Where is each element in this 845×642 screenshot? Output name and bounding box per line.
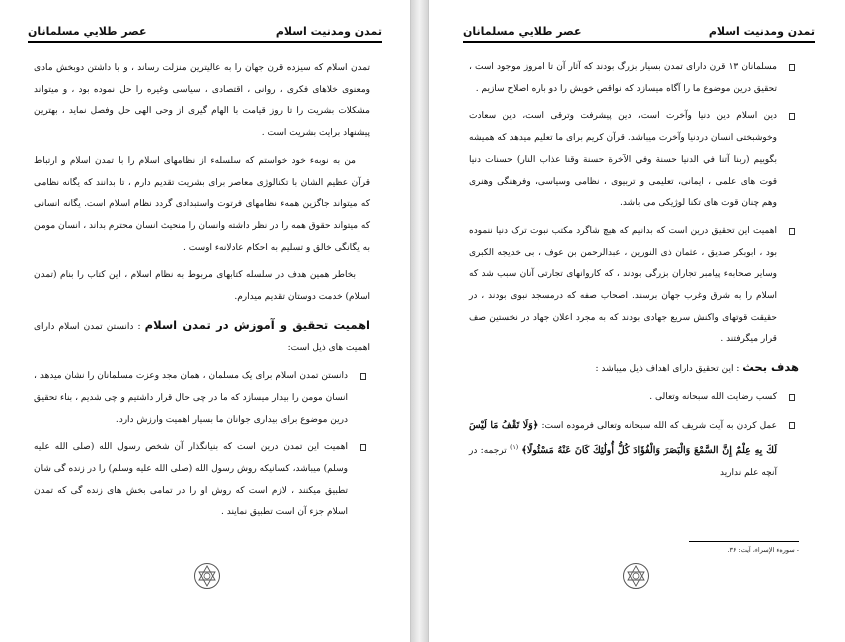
quran-verse: ﴿وَلَا تَقْفُ مَا لَيْسَ لَكَ بِهِ عِلْمٌ إِنَّ السَّمْعَ وَالْبَصَرَ وَالْفُؤَادَ كُلُّ أُولَٰئِكَ كَانَ عَنْهُ مَسْئُولًا﴾ bbox=[469, 419, 777, 457]
list-item-text: دانستن تمدن اسلام برای یک مسلمان ، همان مجد وعزت مسلمانان را نشان میدهد ، انسان مومن را بیدار میسازد که ما در چی حال قرار داشتیم و چی شدیم ، بناء تحقیق درین موضوع برای بیداری جوانان ما بسیار اهمیت وارزش دارد. bbox=[34, 371, 348, 425]
goal-heading-rest: : این تحقیق دارای اهداف ذیل میباشد : bbox=[595, 364, 740, 375]
list-item-text: اهمیت این تحقیق درین است که بدانیم که هیچ شاگرد مکتب نبوت ترک دنیا ننموده بود ، ابوبکر صدیق ، عثمان ذی النورین ، عبدالرحمن بن عوف ، بی خدیجه الکبری وسایر صحابه‌ء پیامبر تجاران بزرگی بودند ، که کاروانهای تجارتی آنان سبب شد که اسلام را به شرق وغرب جهان برسند. اصحاب صفه که درمسجد نبوی بودند ، در حقیقت قوتهای واکنش سریع جهادی بودند که به مجرد اعلان جهاد در نخستین صف قرار میگرفتند . bbox=[469, 225, 777, 345]
footnote-rule bbox=[689, 541, 799, 542]
section-heading-paragraph bbox=[34, 315, 370, 360]
goal-heading: هدف بحث bbox=[742, 360, 799, 375]
checkbox-bullet-icon bbox=[789, 422, 795, 429]
right-page bbox=[428, 0, 845, 642]
left-page-header bbox=[28, 18, 382, 38]
list-item bbox=[34, 437, 370, 524]
right-page-header bbox=[463, 18, 815, 38]
footnote-reference: (۱) bbox=[510, 444, 519, 452]
list-item-text: اهمیت این تمدن درین است که بنیانگذار آن شخص رسول الله (صلی الله علیه وسلم) میباشد، کسانیکه روش رسول الله (صلی الله علیه وسلم) را در زنده گی شان تطبیق میکنند ، لازم است که روش او را در تمامی بخش های زنده گی که تمدن اسلام جزء آن است تطبیق نمایند . bbox=[34, 442, 348, 518]
list-item bbox=[469, 106, 799, 215]
goal-heading-paragraph bbox=[469, 357, 799, 381]
checkbox-bullet-icon bbox=[360, 373, 366, 380]
translation-text: ترجمه: در آنچه علم نداريد bbox=[469, 446, 777, 478]
checkbox-bullet-icon bbox=[789, 64, 795, 71]
section-heading: اهمیت تحقیق و آموزش در تمدن اسلام bbox=[144, 317, 370, 332]
footnote: - سوره‌ء الإسراء، آیت: ۳۶. bbox=[727, 546, 799, 554]
checkbox-bullet-icon bbox=[360, 444, 366, 451]
header-book-title: عصر طلايي مسلمانان bbox=[463, 25, 582, 38]
book-gutter bbox=[411, 0, 428, 642]
list-item bbox=[469, 221, 799, 351]
list-item bbox=[469, 415, 799, 485]
list-item-text: کسب رضایت الله سبحانه وتعالی . bbox=[649, 391, 777, 402]
checkbox-bullet-icon bbox=[789, 228, 795, 235]
list-item bbox=[34, 366, 370, 431]
list-item bbox=[469, 387, 799, 409]
left-page bbox=[0, 0, 411, 642]
right-page-body bbox=[469, 57, 799, 491]
list-item bbox=[469, 57, 799, 100]
left-page-body bbox=[34, 58, 370, 530]
page-ornament-icon bbox=[193, 562, 221, 590]
list-item-text: دین اسلام دین دنیا وآخرت است، دین پیشرفت وترقی است، دین سعادت وخوشبختی انسان دردنیا وآخرت میباشد. قرآن کریم برای ما تعلیم میدهد که همیشه بگوییم (ربنا آتنا في الدنيا حسنة وفي الآخرة حسنة وقنا عذاب النار) حسنات دنیا قوت های علمی ، ایمانی، تعلیمی و تربیوی ، نظامی وسیاسی، وفرهنگی وهنری وهم چنان قوت های تکنا لوژیکی می باشد. bbox=[469, 111, 777, 209]
list-item-text: مسلمانان ۱۳ قرن دارای تمدن بسیار بزرگ بودند که آثار آن تا امروز موجود است ، تحقیق درین موضوع ما را آگاه میسازد که نواقص خویش را دو باره اصلاح سازیم . bbox=[469, 62, 777, 94]
section-heading-rest: : دانستن تمدن اسلام دارای اهمیت های ذیل است: bbox=[34, 321, 370, 354]
header-book-title: عصر طلايي مسلمانان bbox=[28, 25, 147, 38]
header-rule bbox=[28, 41, 382, 43]
page-ornament-icon bbox=[622, 562, 650, 590]
checkbox-bullet-icon bbox=[789, 394, 795, 401]
paragraph: تمدن اسلام که سیزده قرن جهان را به عالیترین منزلت رساند ، و با داشتن دوبخش مادی ومعنوی خلاهای فکری ، روانی ، اقتصادی ، سیاسی وغیره را حل نموده بود ، و میتواند مشکلات بشریت را تا روز قیامت با الهام گیری از وحی الهی حل وفصل نماید ، بهترین پیشنهاد برایت بشریت است . bbox=[34, 63, 370, 139]
checkbox-bullet-icon bbox=[789, 113, 795, 120]
header-chapter-title: تمدن ومدنيت اسلام bbox=[708, 25, 815, 38]
paragraph: بخاطر همین هدف در سلسله کتابهای مربوط به نظام اسلام ، این کتاب را بنام (تمدن اسلام) خدمت دوستان تقدیم میدارم. bbox=[34, 270, 370, 303]
header-rule bbox=[463, 41, 815, 43]
header-chapter-title: تمدن ومدنيت اسلام bbox=[275, 25, 382, 38]
list-item-text: عمل کردن به آیت شریف که الله سبحانه وتعالی فرموده است: bbox=[541, 420, 777, 431]
paragraph: من به نوبه‌ء خود خواستم که سلسله‌ء از نظامهای اسلام را با تمدن اسلام و ارتباط قرآن عظیم الشان با تکنالوژی معاصر برای بشریت تقدیم دارم ، تا بدانند که یگانه نظامی که میتواند جاگزین همه‌ء نظامهای فرتوت واستبدادی گردد نظام اسلام است. یگانه انسانی که میتواند حقوق همه را در نظر داشته وانسان را منحیث انسان محترم بداند ، انسان مومن به یگانگی خالق و تسلیم به احکام عادلانه‌ء اوست . bbox=[34, 155, 370, 253]
